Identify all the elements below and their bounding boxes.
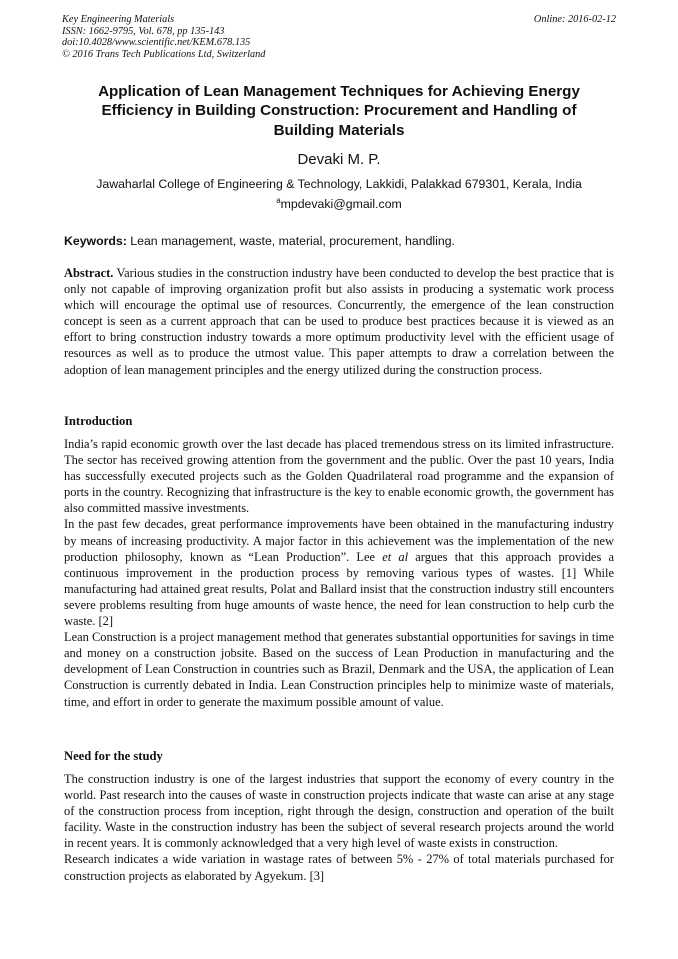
intro-p2-etal: et al: [382, 549, 409, 564]
page-header: [62, 14, 616, 60]
need-paragraph-2: Research indicates a wide variation in wastage rates of between 5% - 27% of total materials purchased for construction projects as elaborated by Agyekum. [3]: [64, 852, 614, 883]
need-paragraph-1: The construction industry is one of the largest industries that support the economy of every country in the world. Past research into the causes of waste in construction projects indicate that waste can arise at any stage of the construction process from inception, right through the design, construction and operation of the built facility. Waste in the construction industry has been the subject of several research projects around the world in recent years. It is commonly acknowledged that a very high level of waste exists in construction.: [64, 772, 614, 851]
copyright-line: © 2016 Trans Tech Publications Ltd, Switzerland: [62, 48, 266, 60]
journal-info: [62, 14, 616, 60]
intro-paragraph-3: Lean Construction is a project management method that generates substantial opportunities for savings in time and money on a construction jobsite. Based on the success of Lean Production in manufacturing and the development of Lean Construction in countries such as Brazil, Denmark and the USA, the application of Lean Construction is currently debated in India. Lean Construction principles help to minimize waste of materials, time, and effort in order to generate the maximum possible amount of value.: [64, 630, 614, 709]
issn-line: ISSN: 1662-9795, Vol. 678, pp 135-143: [62, 25, 225, 37]
keywords-label: Keywords:: [64, 234, 127, 248]
journal-name: Key Engineering Materials: [62, 14, 175, 25]
keywords-text: Lean management, waste, material, procurement, handling.: [126, 234, 455, 248]
paper-title: Application of Lean Management Techniques for Achieving Energy Efficiency in Building Construction: Procurement and Handling of Building Materials: [98, 83, 580, 139]
doi-line: doi:10.4028/www.scientific.net/KEM.678.135: [62, 37, 251, 49]
need-body: [64, 771, 614, 884]
online-date: Online: 2016-02-12: [533, 14, 616, 25]
affiliation: Jawaharlal College of Engineering & Technology, Lakkidi, Palakkad 679301, Kerala, India: [96, 177, 582, 191]
author-email: [0, 196, 678, 211]
intro-p2-text-a: In the past few decades, great performance improvements have been obtained in the manufacturing industry by means of increasing productivity. A major factor in this achievement was the implementation of the new production philosophy, known as “Lean Production”. Lee: [64, 517, 614, 564]
email-address: mpdevaki@gmail.com: [280, 197, 402, 211]
abstract-label: Abstract.: [64, 266, 114, 280]
abstract: [64, 265, 614, 378]
need-heading: Need for the study: [64, 749, 163, 763]
intro-paragraph-1: India’s rapid economic growth over the last decade has placed tremendous stress on its limited infrastructure. The sector has received growing attention from the government and the public. Over the past 10 years, India has successfully executed projects such as the Golden Quadrilateral road programme and the expansion of ports in the country. Recognizing that infrastructure is the key to enable economic growth, the government has also committed massive investments.: [64, 437, 614, 516]
intro-paragraph-2: [64, 516, 614, 629]
email-superscript: a: [276, 196, 281, 205]
author-name: Devaki M. P.: [297, 151, 381, 168]
intro-p2-text-b: argues that this approach provides a continuous improvement in the production process by removing various types of wastes. [1] While manufacturing had attained great results, Polat and Ballard insist that the construction industry still encounters severe problems resulting from huge amounts of waste hence, the need for lean construction to help curb the waste. [2]: [64, 549, 614, 629]
introduction-body: [64, 436, 614, 710]
keywords: [64, 234, 614, 248]
introduction-heading: Introduction: [64, 414, 133, 428]
abstract-text: Various studies in the construction industry have been conducted to develop the best practice that is only not capable of improving organization profit but also assists in producing a systematic work process which will encourage the optimal use of resources. Concurrently, the emergence of the lean construction concept is seen as a current approach that can be used to produce best practices because it is viewed as an effort to bring construction industry towards a more optimum productivity level with the efficient usage of resources as well as to produce the utmost value. This paper attempts to draw a correlation between the adoption of lean management principles and the energy utilized during the construction process.: [64, 266, 614, 377]
